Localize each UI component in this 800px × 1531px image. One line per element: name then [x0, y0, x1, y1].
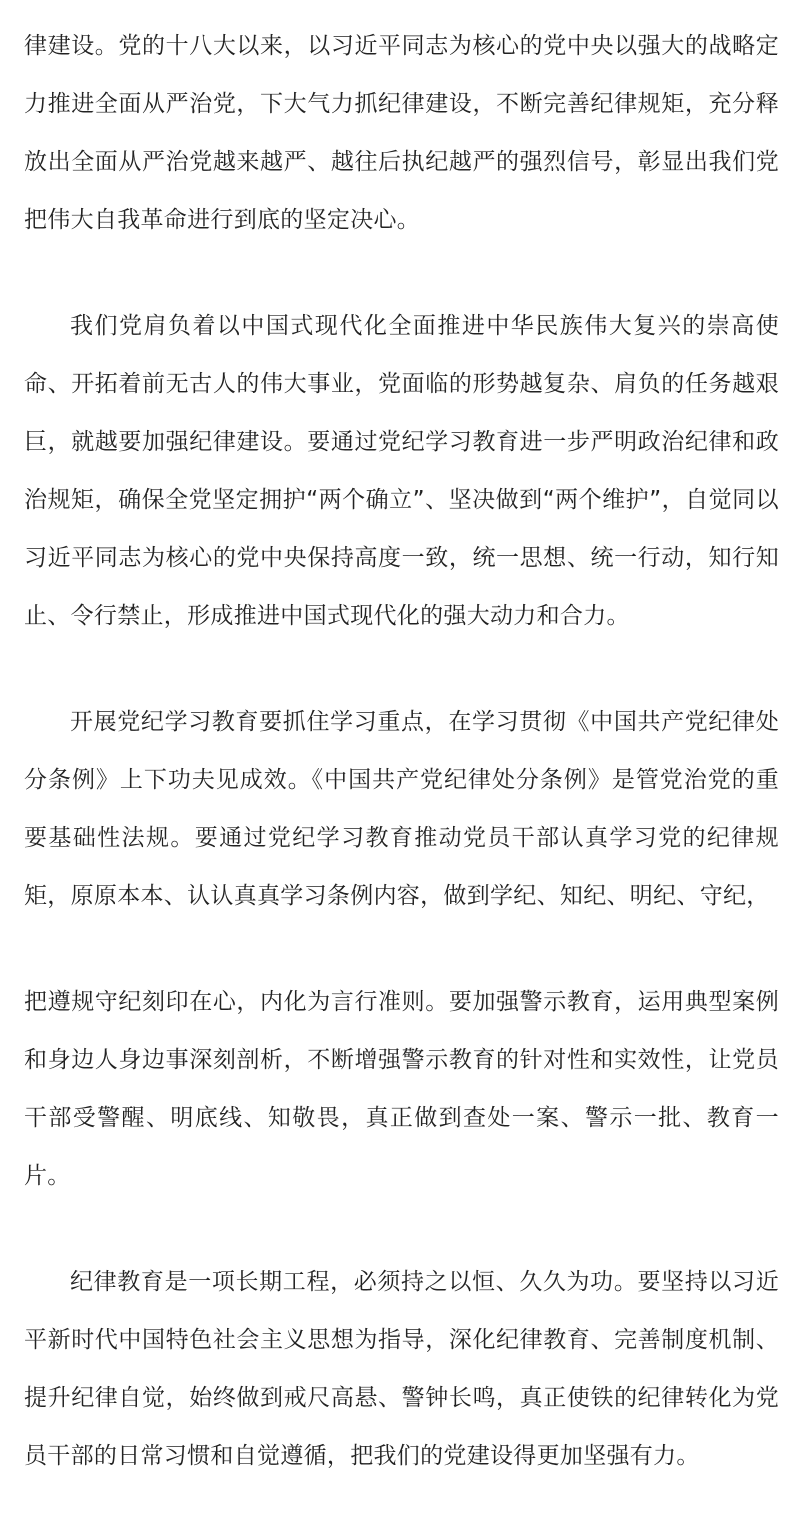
paragraph-gap — [24, 645, 779, 693]
paragraph-1: 律建设。党的十八大以来，以习近平同志为核心的党中央以强大的战略定力推进全面从严治党，下大气力抓纪律建设，不断完善纪律规矩，充分释放出全面从严治党越来越严、越往后执纪越严的强烈信号，彰显出我们党把伟大自我革命进行到底的坚定决心。 — [24, 33, 779, 233]
paragraph-4: 纪律教育是一项长期工程，必须持之以恒、久久为功。要坚持以习近平新时代中国特色社会主义思想为指导，深化纪律教育、完善制度机制、提升纪律自觉，始终做到戒尺高悬、警钟长鸣，真正使铁的纪律转化为党员干部的日常习惯和自觉遵循，把我们的党建设得更加坚强有力。 — [24, 1269, 779, 1469]
paragraph-gap — [24, 1205, 779, 1253]
paragraph-gap — [24, 249, 779, 297]
article-body — [24, 0, 779, 1485]
paragraph-gap — [24, 925, 779, 973]
paragraph-2: 我们党肩负着以中国式现代化全面推进中华民族伟大复兴的崇高使命、开拓着前无古人的伟大事业，党面临的形势越复杂、肩负的任务越艰巨，就越要加强纪律建设。要通过党纪学习教育进一步严明政治纪律和政治规矩，确保全党坚定拥护“两个确立”、坚决做到“两个维护”，自觉同以习近平同志为核心的党中央保持高度一致，统一思想、统一行动，知行知止、令行禁止，形成推进中国式现代化的强大动力和合力。 — [24, 313, 779, 629]
paragraph-3-part-2: 把遵规守纪刻印在心，内化为言行准则。要加强警示教育，运用典型案例和身边人身边事深刻剖析，不断增强警示教育的针对性和实效性，让党员干部受警醒、明底线、知敬畏，真正做到查处一案、警示一批、教育一片。 — [24, 989, 779, 1189]
paragraph-3-part-1: 开展党纪学习教育要抓住学习重点，在学习贯彻《中国共产党纪律处分条例》上下功夫见成效。《中国共产党纪律处分条例》是管党治党的重要基础性法规。要通过党纪学习教育推动党员干部认真学习党的纪律规矩，原原本本、认认真真学习条例内容，做到学纪、知纪、明纪、守纪， — [24, 709, 779, 909]
